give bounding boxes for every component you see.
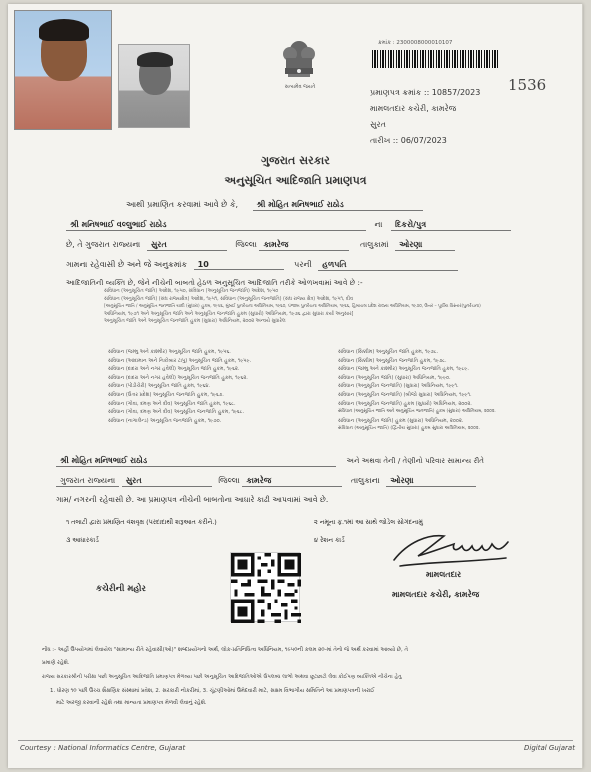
caste-value: હળપતિ <box>318 260 458 271</box>
document-item: ૨ નમૂના ફ.૧માં આ સાથે જોડેલ સોગંદનામું <box>314 518 423 526</box>
relation-value: દિકરો/પુત્ર <box>391 220 511 231</box>
note-line: પ્રમાણે રહેશે. <box>42 660 70 666</box>
district-value: સુરત <box>147 240 227 251</box>
caste-label: પરની <box>294 260 312 269</box>
resides-text: ગામ/ નગરની રહેવાસી છે. આ પ્રમાણપત્ર નીચેની બાબતોના આધારે કાઢી આપવામાં આવે છે. <box>56 495 329 504</box>
photo-hair <box>39 19 89 41</box>
father-name: શ્રી મનિષભાઈ વલ્લુભાઈ રાઠોડ <box>66 220 366 231</box>
list-item: સંવિધાન (દાદરા અને નગર હવેલી) અનુસૂચિત જાતિ હુકમ, ૧૯૬૨. <box>108 366 240 373</box>
list-item: સંવિધાન (નાગાલેન્ડ) અનુસૂચિત જનજાતિ હુકમ, ૧૯૭૦. <box>108 417 222 424</box>
paragraph-line: સંવિધાન (અનુસૂચિત જાતિ) આદેશ, ૧૯૫૦, સંવિધાન (અનુસૂચિત જનજાતિ) આદેશ, ૧૯૫૦ <box>104 289 279 294</box>
handwritten-number: 1536 <box>508 76 547 94</box>
certificate-title: અનુસૂચિત આદિજાતિ પ્રમાણપત્ર <box>224 174 367 187</box>
footer-brand: Digital Gujarat <box>524 744 575 752</box>
list-item: સંવિધાન (ગોવા, દમણ અને દીવ) અનુસૂચિત જનજાતિ હુકમ, ૧૯૬૮. <box>108 409 245 416</box>
paragraph-line: સંવિધાન (અનુસૂચિત જાતિ) (સંઘ રાજ્યક્ષેત્ર) આદેશ, ૧૯૫૧, સંવિધાન (અનુસૂચિત જનજાતિ) (સંઘ રાજ્ય ક્ષેત્ર) આદેશ, ૧૯૫૧, દીવ <box>104 296 353 302</box>
list-item: સંવિધાન (અનુસૂચિત જાતિ) (સુધારા) અધિનિયમ, ૧૯૯૦. <box>338 374 451 381</box>
list-item: સંવિધાન (સિક્કીમ) અનુસૂચિત જાતિ હુકમ, ૧૯૭૮. <box>338 349 439 355</box>
signatory-title: મામલતદાર <box>426 570 462 579</box>
taluka-value: કામરેજ <box>259 240 349 251</box>
government-title: ગુજરાત સરકાર <box>261 154 330 167</box>
issue-date: તારીખ :: 06/07/2023 <box>370 136 447 145</box>
family-line <box>56 456 484 467</box>
order-list-left <box>108 348 308 425</box>
father-line <box>66 220 511 231</box>
legal-paragraph <box>104 288 481 326</box>
family-state-label: ગુજરાત રાજ્યના <box>56 476 119 487</box>
photo-print-hair <box>137 52 173 67</box>
applicant-photo-color <box>14 10 112 130</box>
list-item: સંવિધાન (સિક્કીમ) અનુસૂચિત જનજાતિ હુકમ, ૧૯૭૮. <box>338 357 447 364</box>
village-label: ગામના રહેવાસી છે અને જે અનુક્રમાંક <box>66 260 188 269</box>
family-district: સુરત <box>122 476 212 487</box>
list-item: સંવિધાન (આંદામાન અને નિકોબાર ટાપુ) અનુસૂચિત જાતિ હુકમ, ૧૯૫૯. <box>108 357 252 364</box>
issuing-place: સુરત <box>370 120 386 129</box>
note-line: માટે અરજી કરવાની રહેશે તથા માન્યતા પ્રમાણપત્ર મેળવી લેવાનું રહેશે. <box>56 700 207 706</box>
note-line: 1. ધોરણ ૧૦ પછી ઉચ્ચ શૈક્ષણિક સંસ્થામાં પ્રવેશ, 2. સરકારી નોકરીમાં, 3. ચૂંટણીઓમાં ઉમેદવારી માટે, સક્ષમ વિભાગીય સમિતિને આ પ્રમાણપત્રની ખરાઈ <box>50 688 375 694</box>
tribe-text: આદિજાતિની વ્યક્તિ છે, જેને નીચેની બાબતો હેઠળ અનુસૂચિત આદિજાતિ તરીકે ઓળખવામાં આવે છે :- <box>66 278 363 287</box>
applicant-name: શ્રી મોહિત મનિષભાઈ રાઠોડ <box>253 200 423 211</box>
family-name: શ્રી મોહિત મનિષભાઈ રાઠોડ <box>56 456 336 467</box>
certify-line <box>126 200 423 211</box>
order-list-right <box>338 348 563 434</box>
serial-value: 10 <box>194 260 284 270</box>
paragraph-line: અનુસૂચિત જાતિ અને અનુસૂચિત જનજાતિ હુકમ (સુધારા) અધિનિયમ, ૨૦૦૨ અન્વયે સુધારેલ <box>104 319 286 325</box>
list-item: સંવિધાન (ગોવા, દમણ અને દીવ) અનુસૂચિત જાતિ હુકમ, ૧૯૬૮. <box>108 400 236 407</box>
footer-divider <box>18 740 573 741</box>
signature-icon <box>388 522 518 572</box>
taluka-label: તાલુકામાં <box>360 240 389 249</box>
list-item: સંવિધાન (અનુસૂચિત જાતિ) હુકમ (સુધારા) અધિનિયમ, ૨૦૦૨. <box>338 417 464 424</box>
serial-number: ક્રમાંક : 2300008000010107 <box>378 40 453 46</box>
notes-section <box>42 644 408 709</box>
list-item: સંવિધાન (અનુસૂચિત જાતિ) (દ્વિતીય સુધારા) હુકમ સુધારા અધિનિયમ, ૨૦૦૨. <box>338 426 481 432</box>
list-item: સંવિધાન (અનુસૂચિત જનજાતિ) (સુધારા) અધિનિયમ, ૧૯૯૧. <box>338 383 459 390</box>
barcode <box>372 50 498 68</box>
list-item: સંવિધાન (જમ્મુ અને કાશ્મીર) અનુસૂચિત જાતિ હુકમ, ૧૯૫૬. <box>108 349 231 355</box>
ashoka-emblem-icon <box>276 30 322 84</box>
note-line: નોંધ :- અહીં ઉપયોગમાં લેવાયેલ "સામાન્ય રીતે રહેવાસી(ઓ)" શબ્દપ્રયોગનો અર્થ, લોક-પ્રતિનિધિત્વ અધિનિયમ, ૧૯૫૦ની કલમ ૨૦-માં તેનો જે અર્થ કરવામાં આવ્યો છે, તે <box>42 647 408 653</box>
relation-label: ના <box>374 220 383 229</box>
family-taluka-label: તાલુકાના <box>350 476 380 485</box>
family-village: ઓરણા <box>386 476 476 487</box>
issuing-office: મામલતદાર કચેરી, કામરેજ <box>370 104 457 113</box>
certificate-number: પ્રમાણપત્ર ક્રમાંક :: 10857/2023 <box>370 88 481 97</box>
paragraph-line: અધિનિયમ, ૧૯૭૧ અને અનુસૂચિત જાતિ અને અનુસૂચિત જનજાતિ હુકમ (સુધારો) અધિનિયમ, ૧૯૭૬ દ્વારા સુધારા કર્યા અનુસાર] <box>104 311 354 317</box>
list-item: સંવિધાન (જમ્મુ અને કાશ્મીર) અનુસૂચિત જનજાતિ હુકમ, ૧૯૮૯. <box>338 366 469 373</box>
document-item: ૩ આધારકાર્ડ <box>66 536 99 544</box>
qr-code-icon <box>230 552 300 622</box>
family-residence-line <box>56 476 476 487</box>
district-label: જિલ્લા <box>235 240 257 249</box>
office-stamp-label: કચેરીની મહોર <box>96 584 146 594</box>
applicant-photo-print <box>118 44 190 128</box>
paragraph-line: [અનુસૂચિત જાતિ / અનુસૂચિત જનજાતિ યાદી (સુધારા) હુકમ, ૧૯૫૬, મુંબઈ પુનર્રચના અધિનિયમ, ૧૯૬૦, પંજાબ પુનર્રચના અધિનિયમ, ૧૯૬૬, હિમાચલ પ્રદેશ રાજ્ય અધિનિયમ, ૧૯૭૦, ઉત્તર – પૂર્વીય વિસ્તાર(પુનર્રચના) <box>104 304 481 310</box>
signatory-office: મામલતદાર કચેરી, કામરેજ <box>392 590 480 599</box>
emblem-caption: સત્યમેવ જયતે <box>284 84 316 90</box>
document-item: ૪ રેશન કાર્ડ <box>314 536 345 544</box>
list-item: સંવિધાન (પોંડીચેરી) અનુસૂચિત જાતિ હુકમ, ૧૯૬૪. <box>108 383 211 390</box>
certify-text: આથી પ્રમાણિત કરવામાં આવે છે કે, <box>126 200 239 209</box>
list-item: સંવિધાન (અનુસૂચિત જનજાતિ) (બીજો સુધારા) અધિનિયમ, ૧૯૯૧. <box>338 391 472 398</box>
list-item: સંવિધાન (અનુસૂચિત જનજાતિ) હુકમ (સુધારો) અધિનિયમ, ૨૦૦૨. <box>338 400 472 407</box>
list-item: સંવિધાન (અનુસૂચિત જાતિ અને અનુસૂચિત જનજાતિ) હુકમ (સુધારા) અધિનિયમ, ૨૦૦૨. <box>338 409 496 415</box>
state-label: છે, તે ગુજરાત રાજ્યના <box>66 240 141 249</box>
list-item: સંવિધાન (ઉત્તર પ્રદેશ) અનુસૂચિત જનજાતિ હુકમ, ૧૯૬૭. <box>108 391 224 398</box>
family-district-label: જિલ્લા <box>218 476 240 485</box>
list-item: સંવિધાન (દાદરા અને નગર હવેલી) અનુસૂચિત જનજાતિ હુકમ, ૧૯૬૨. <box>108 374 248 381</box>
caste-line <box>66 260 458 271</box>
footer-courtesy: Courtesy : National Informatics Centre, Gujarat <box>20 744 186 752</box>
residence-line <box>66 240 455 251</box>
certificate-page <box>8 4 583 768</box>
document-item: ૧ તલાટી દ્વારા પ્રમાણિત વંશવૃક્ષ (પરદાદાથી શરૂઆત કરીને.) <box>66 518 217 526</box>
family-taluka: કામરેજ <box>242 476 342 487</box>
village-value: ઓરણા <box>395 240 455 251</box>
family-suffix: અને અથવા તેની / તેણીનો પરિવાર સામાન્ય રીતે <box>346 456 485 465</box>
note-line: રાજ્ય સરકારશ્રીની પરીક્ષા પછી અનુસૂચિત આદિજાતિ પ્રમાણપત્ર મેળવ્યા પછી અનુસૂચિત આદિજાતિઓએ ઉપલબ્ધ લાભો અથવા છૂટછાટો લેવા કોઈપણ વ્યક્તિએ નીચેના હેતુ <box>42 674 402 680</box>
